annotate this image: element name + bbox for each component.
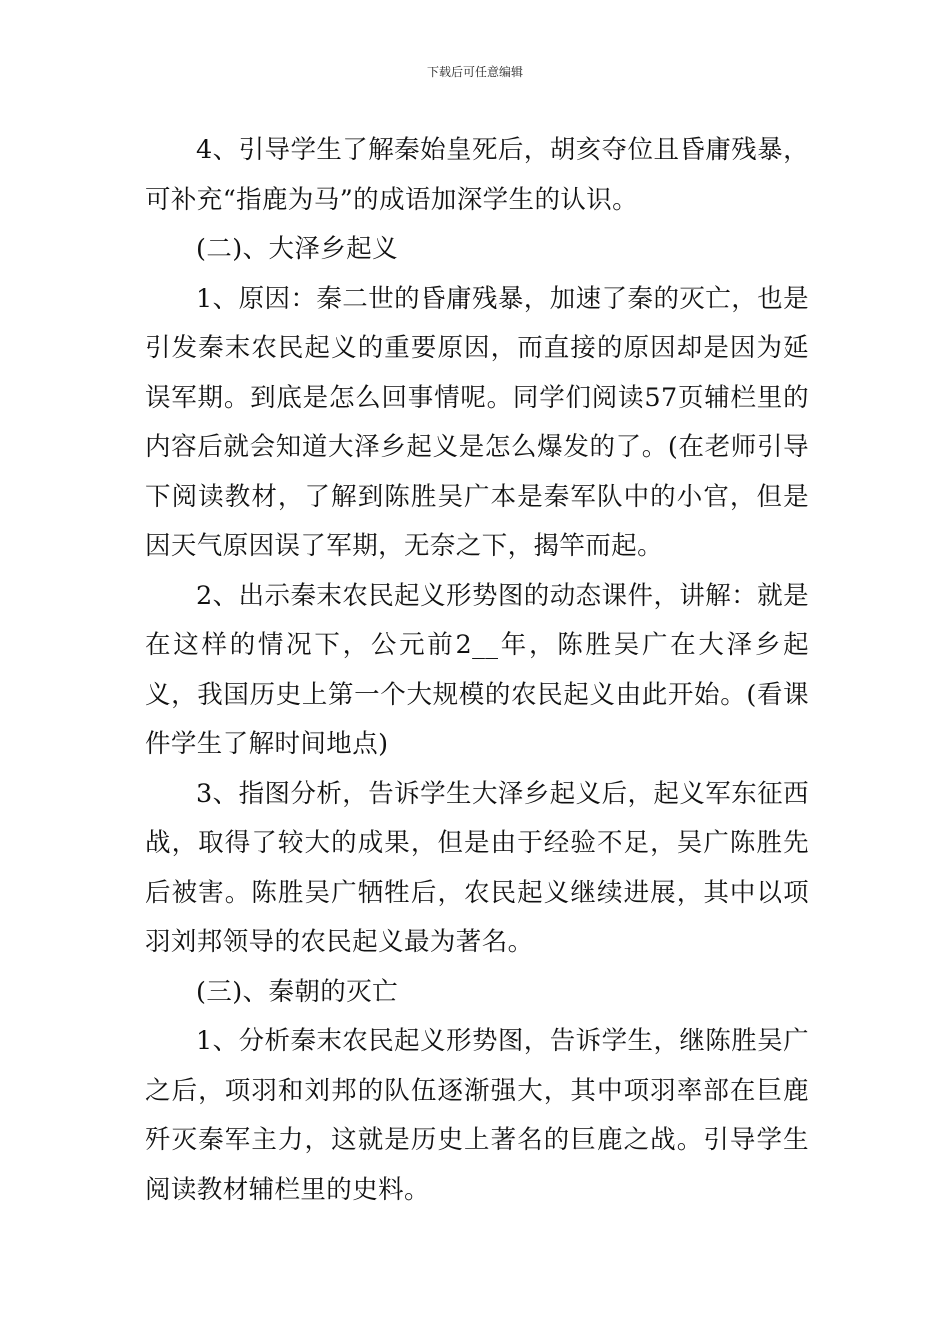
section-heading-qin-fall: (三)、秦朝的灭亡	[196, 976, 398, 1007]
page-header: 下载后可任意编辑	[426, 65, 523, 79]
paragraph-1-cause: 1、原因：秦二世的昏庸残暴，加速了秦的灭亡，也是引发秦末农民起义的重要原因，而直接的原因却是因为延误军期。到底是怎么回事情呢。同学们阅读57页辅栏里的内容后就会知道大泽乡起义是怎么爆发的了。(在老师引导下阅读教材，了解到陈胜吴广本是秦军队中的小官，但是因天气原因误了军期，无奈之下，揭竿而起。	[145, 283, 809, 561]
paragraph-2-courseware: 2、出示秦末农民起义形势图的动态课件，讲解：就是在这样的情况下，公元前2__年，陈胜吴广在大泽乡起义，我国历史上第一个大规模的农民起义由此开始。(看课件学生了解时间地点)	[145, 580, 809, 759]
paragraph-1-julu-battle: 1、分析秦末农民起义形势图，告诉学生，继陈胜吴广之后，项羽和刘邦的队伍逐渐强大，其中项羽率部在巨鹿歼灭秦军主力，这就是历史上著名的巨鹿之战。引导学生阅读教材辅栏里的史料。	[145, 1026, 809, 1205]
paragraph-3-map-analysis: 3、指图分析，告诉学生大泽乡起义后，起义军东征西战，取得了较大的成果，但是由于经验不足，吴广陈胜先后被害。陈胜吴广牺牲后，农民起义继续进展，其中以项羽刘邦领导的农民起义最为著名。	[145, 778, 809, 957]
paragraph-4-hu-hai: 4、引导学生了解秦始皇死后，胡亥夺位且昏庸残暴，可补充“指鹿为马”的成语加深学生的认识。	[145, 135, 809, 215]
document-body	[145, 126, 809, 1215]
section-heading-dazexiang: (二)、大泽乡起义	[196, 234, 398, 264]
